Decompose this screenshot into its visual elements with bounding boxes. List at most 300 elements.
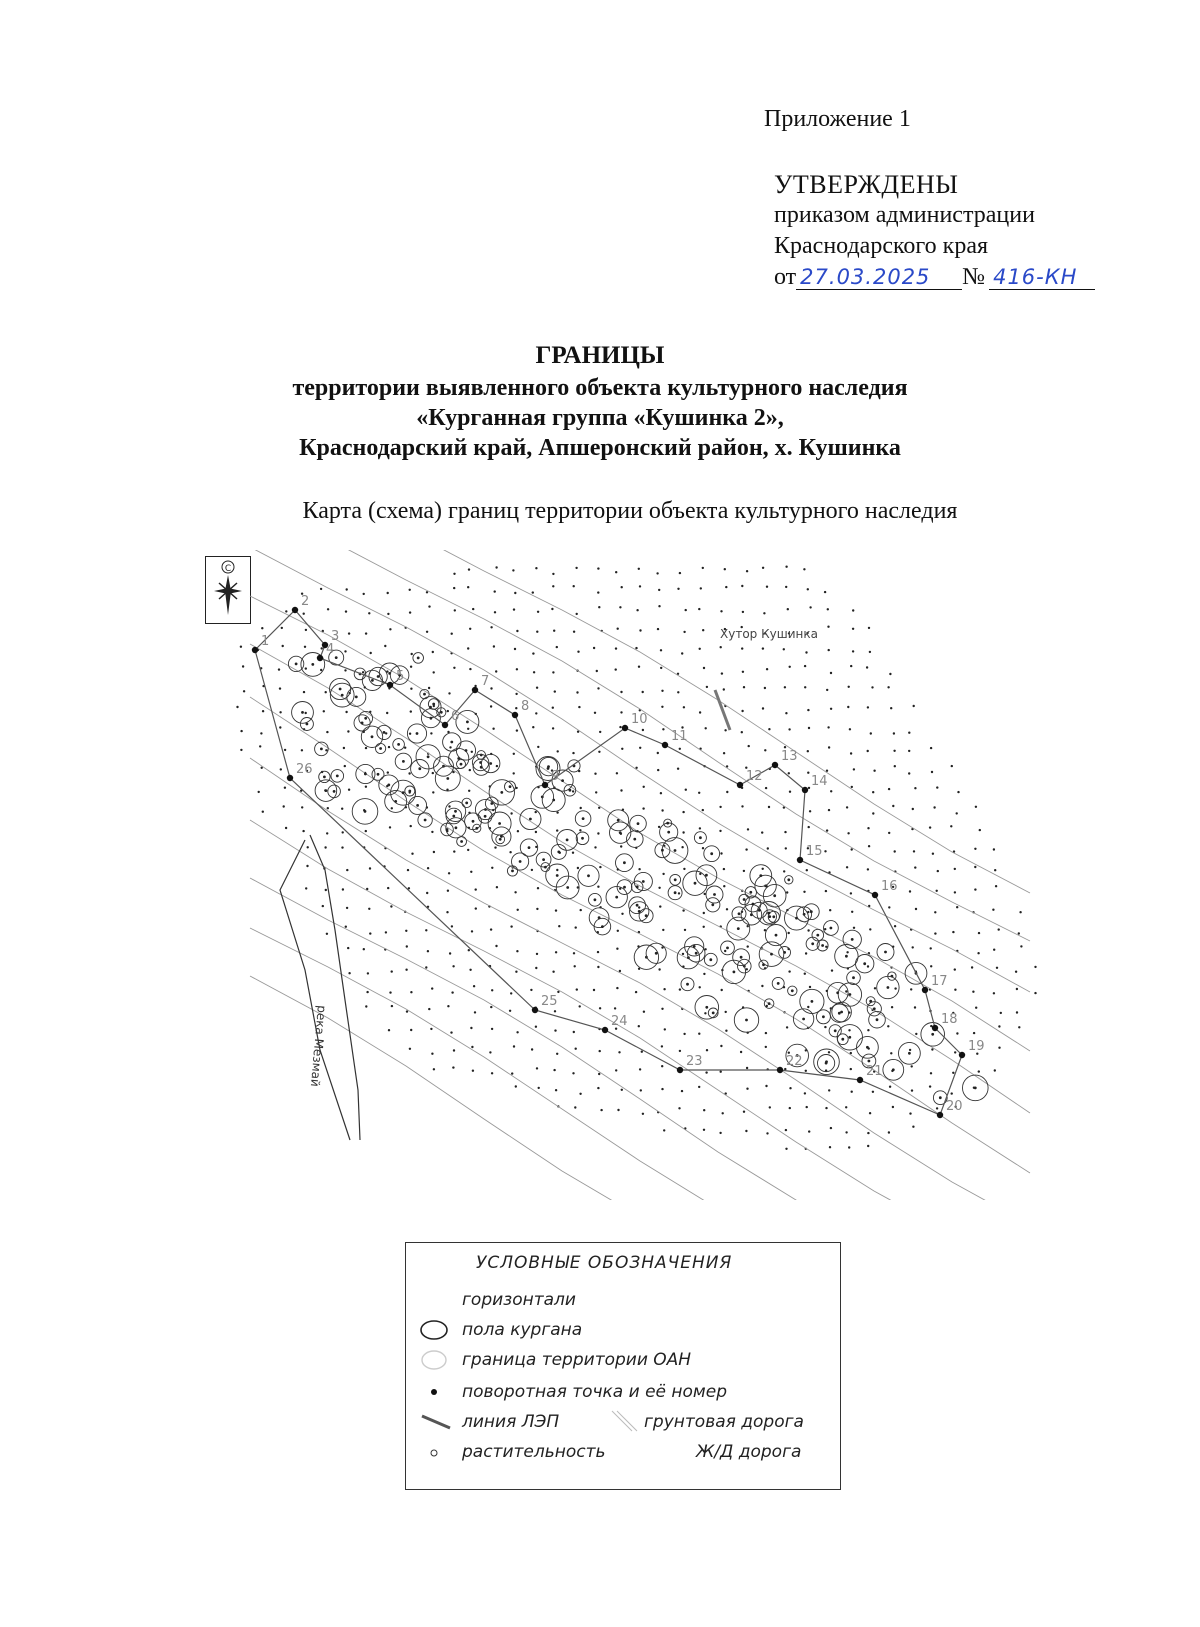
boundary-line: [255, 610, 962, 1115]
vegetation-dot: [888, 1131, 890, 1133]
vegetation-dot: [552, 707, 554, 709]
vegetation-dot: [765, 787, 767, 789]
vegetation-dot: [595, 791, 597, 793]
vegetation-dot: [473, 985, 475, 987]
vegetation-dot: [639, 629, 641, 631]
legend-label-mound: пола кургана: [462, 1320, 583, 1340]
vegetation-dot: [682, 909, 684, 911]
vegetation-dot: [765, 1046, 767, 1048]
turning-point: [662, 742, 668, 748]
mound-center: [661, 849, 664, 852]
vegetation-dot: [516, 630, 518, 632]
vegetation-dot: [808, 787, 810, 789]
mound-center: [446, 828, 449, 831]
mound-center: [825, 1062, 828, 1065]
vegetation-dot: [952, 931, 954, 933]
turning-point-number: 13: [781, 749, 798, 764]
map-caption: Карта (схема) границ территории объекта культурного наследия: [302, 498, 958, 524]
vegetation-dot: [804, 973, 806, 975]
mound-center: [821, 944, 824, 947]
vegetation-dot: [260, 732, 262, 734]
mound-center: [974, 1087, 977, 1090]
vegetation-dot: [552, 971, 554, 973]
vegetation-dot: [282, 645, 284, 647]
turning-point: [317, 655, 323, 661]
vegetation-dot: [681, 1090, 683, 1092]
turning-point-number: 6: [451, 709, 460, 724]
vegetation-dot: [677, 768, 679, 770]
oan-boundary: [255, 610, 962, 1115]
vegetation-dot: [387, 771, 389, 773]
vegetation-dot: [805, 952, 807, 954]
vegetation-dot: [766, 668, 768, 670]
vegetation-dot: [867, 965, 869, 967]
vegetation-dot: [279, 687, 281, 689]
vegetation-dot: [577, 651, 579, 653]
mound-center: [450, 741, 453, 744]
mound-center: [743, 898, 746, 901]
vegetation-dot: [762, 868, 764, 870]
vegetation-dot: [828, 649, 830, 651]
vegetation-dot: [621, 748, 623, 750]
vegetation-dot: [893, 750, 895, 752]
vegetation-dot: [599, 866, 601, 868]
vegetation-dot: [786, 891, 788, 893]
vegetation-dot: [594, 773, 596, 775]
mound-center: [432, 703, 435, 706]
vegetation-dot: [641, 1051, 643, 1053]
vegetation-dot: [768, 806, 770, 808]
vegetation-dot: [516, 668, 518, 670]
mound-center: [556, 874, 559, 877]
vegetation-dot: [449, 746, 451, 748]
vegetation-dot: [642, 1113, 644, 1115]
vegetation-dot: [847, 706, 849, 708]
vegetation-dot: [720, 852, 722, 854]
vegetation-dot: [638, 666, 640, 668]
vegetation-dot: [638, 568, 640, 570]
vegetation-dot: [285, 827, 287, 829]
vegetation-dot: [998, 928, 1000, 930]
vegetation-dot: [746, 968, 748, 970]
mound-center: [465, 749, 468, 752]
vegetation-dot: [325, 749, 327, 751]
vegetation-dot: [956, 906, 958, 908]
vegetation-dot: [467, 849, 469, 851]
vegetation-dot: [661, 1065, 663, 1067]
turning-point: [602, 1027, 608, 1033]
vegetation-dot: [786, 1026, 788, 1028]
vegetation-dot: [301, 749, 303, 751]
turning-point-number: 4: [326, 642, 335, 657]
mound-center: [323, 776, 326, 779]
mound-center: [377, 773, 380, 776]
vegetation-dot: [1020, 945, 1022, 947]
vegetation-dot: [656, 572, 658, 574]
mound-center: [845, 955, 848, 958]
vegetation-dot: [448, 872, 450, 874]
contour-line: [250, 697, 1030, 1173]
vegetation-dot: [411, 653, 413, 655]
vegetation-dot: [872, 1091, 874, 1093]
vegetation-dot: [515, 707, 517, 709]
mound-center: [489, 762, 492, 765]
mound-center: [335, 656, 338, 659]
vegetation-dot: [365, 1005, 367, 1007]
mound-center: [851, 938, 854, 941]
turning-point-number: 19: [968, 1039, 985, 1054]
vegetation-dot: [704, 1012, 706, 1014]
vegetation-dot: [933, 806, 935, 808]
vegetation-dot: [620, 845, 622, 847]
vegetation-dot: [658, 826, 660, 828]
mound-center: [561, 779, 564, 782]
mound-center: [529, 818, 532, 821]
vegetation-dot: [930, 747, 932, 749]
vegetation-dot: [467, 586, 469, 588]
vegetation-dot: [929, 826, 931, 828]
vegetation-dot: [867, 1145, 869, 1147]
vegetation-dot: [391, 970, 393, 972]
mound-center: [402, 791, 405, 794]
mound-center: [768, 915, 771, 918]
vegetation-dot: [618, 1051, 620, 1053]
vegetation-dot: [658, 589, 660, 591]
vegetation-dot: [974, 866, 976, 868]
vegetation-dot: [491, 867, 493, 869]
vegetation-dot: [722, 1112, 724, 1114]
vegetation-dot: [785, 586, 787, 588]
turning-point: [872, 892, 878, 898]
turning-point-number: 16: [881, 879, 898, 894]
vegetation-dot: [660, 649, 662, 651]
turning-point: [292, 607, 298, 613]
vegetation-dot: [640, 1089, 642, 1091]
vegetation-dot: [724, 950, 726, 952]
turning-point: [472, 687, 478, 693]
mound-center: [637, 822, 640, 825]
vegetation-dot: [490, 687, 492, 689]
turning-point-number: 3: [331, 629, 340, 644]
vegetation-dot: [538, 1087, 540, 1089]
vegetation-dot: [950, 825, 952, 827]
vegetation-dot: [979, 829, 981, 831]
vegetation-dot: [831, 969, 833, 971]
vegetation-dot: [303, 613, 305, 615]
vegetation-dot: [745, 1130, 747, 1132]
vegetation-dot: [803, 891, 805, 893]
vegetation-dot: [342, 831, 344, 833]
vegetation-dot: [1034, 992, 1036, 994]
turning-point-number: 21: [866, 1064, 883, 1079]
mound-center: [752, 903, 755, 906]
vegetation-icon: [416, 1441, 456, 1463]
vegetation-dot: [536, 631, 538, 633]
vegetation-dot: [888, 788, 890, 790]
vegetation-dot: [432, 772, 434, 774]
vegetation-dot: [492, 728, 494, 730]
vegetation-dot: [913, 850, 915, 852]
vegetation-dot: [578, 706, 580, 708]
vegetation-dot: [806, 869, 808, 871]
vegetation-dot: [513, 608, 515, 610]
mound-center: [619, 831, 622, 834]
vegetation-dot: [720, 610, 722, 612]
mound-center: [519, 860, 522, 863]
vegetation-dot: [936, 890, 938, 892]
mound-center: [460, 763, 463, 766]
vegetation-dot: [320, 669, 322, 671]
vegetation-dot: [998, 1047, 1000, 1049]
vegetation-dot: [683, 1033, 685, 1035]
vegetation-dot: [909, 1049, 911, 1051]
vegetation-dot: [535, 1026, 537, 1028]
vegetation-dot: [1016, 988, 1018, 990]
mound-center: [581, 837, 584, 840]
vegetation-dot: [469, 769, 471, 771]
vegetation-dot: [698, 608, 700, 610]
mound-center: [416, 804, 419, 807]
vegetation-dot: [344, 765, 346, 767]
power-line-icon: [416, 1411, 456, 1433]
vegetation-dot: [785, 847, 787, 849]
vegetation-dot: [469, 668, 471, 670]
mound-center: [873, 1007, 876, 1010]
mound-center: [737, 927, 740, 930]
mound-center: [387, 784, 390, 787]
vegetation-dot: [285, 610, 287, 612]
vegetation-dot: [346, 907, 348, 909]
vegetation-dot: [719, 830, 721, 832]
vegetation-dot: [993, 949, 995, 951]
mound-center: [787, 878, 790, 881]
vegetation-dot: [431, 831, 433, 833]
vegetation-dot: [284, 749, 286, 751]
vegetation-dot: [874, 987, 876, 989]
vegetation-dot: [788, 970, 790, 972]
vegetation-dot: [324, 846, 326, 848]
mound-center: [738, 912, 741, 915]
vegetation-dot: [617, 628, 619, 630]
vegetation-dot: [301, 806, 303, 808]
vegetation-dot: [535, 831, 537, 833]
vegetation-dot: [661, 809, 663, 811]
turning-point-number: 24: [611, 1014, 628, 1029]
vegetation-dot: [956, 1032, 958, 1034]
vegetation-dot: [494, 611, 496, 613]
mound-center: [455, 826, 458, 829]
vegetation-dot: [556, 811, 558, 813]
vegetation-dot: [807, 750, 809, 752]
turning-point: [252, 647, 258, 653]
vegetation-dot: [619, 726, 621, 728]
river-label: река Мезмай: [307, 1004, 329, 1088]
vegetation-dot: [572, 1072, 574, 1074]
vegetation-dot: [909, 890, 911, 892]
vegetation-dot: [426, 591, 428, 593]
vegetation-dot: [720, 646, 722, 648]
legend-row-vegetation-rail: [406, 1439, 840, 1465]
vegetation-dot: [620, 789, 622, 791]
vegetation-dot: [974, 888, 976, 890]
vegetation-dot: [741, 731, 743, 733]
vegetation-dot: [451, 925, 453, 927]
vegetation-dot: [975, 806, 977, 808]
vegetation-dot: [698, 1033, 700, 1035]
vegetation-dot: [621, 1089, 623, 1091]
vegetation-dot: [721, 989, 723, 991]
vegetation-dot: [280, 768, 282, 770]
vegetation-dot: [348, 972, 350, 974]
vegetation-dot: [783, 648, 785, 650]
mound-center: [397, 743, 400, 746]
vegetation-dot: [698, 1086, 700, 1088]
vegetation-dot: [470, 1027, 472, 1029]
mound-center: [528, 846, 531, 849]
vegetation-dot: [553, 1069, 555, 1071]
mound-center: [424, 819, 427, 822]
vegetation-dot: [891, 1006, 893, 1008]
title-line-1: территории выявленного объекта культурного наследия: [292, 375, 908, 401]
vegetation-dot: [699, 986, 701, 988]
vegetation-dot: [762, 707, 764, 709]
vegetation-dot: [575, 567, 577, 569]
contour-line: [250, 550, 1030, 941]
vegetation-dot: [826, 689, 828, 691]
vegetation-dot: [785, 1148, 787, 1150]
turning-point: [932, 1025, 938, 1031]
vegetation-dot: [491, 1072, 493, 1074]
vegetation-dot: [453, 850, 455, 852]
vegetation-dot: [556, 1053, 558, 1055]
turning-point-number: 25: [541, 994, 558, 1009]
vegetation-dot: [368, 612, 370, 614]
vegetation-dot: [574, 965, 576, 967]
vegetation-dot: [304, 646, 306, 648]
mound-center: [500, 791, 503, 794]
mound-center: [868, 1060, 871, 1063]
vegetation-dot: [284, 787, 286, 789]
vegetation-dot: [747, 945, 749, 947]
vegetation-dot: [703, 912, 705, 914]
turning-point-number: 12: [746, 769, 763, 784]
title-main: ГРАНИЦЫ: [535, 342, 665, 369]
vegetation-dot: [516, 950, 518, 952]
vegetation-dot: [914, 787, 916, 789]
mound-center: [770, 953, 773, 956]
vegetation-dot: [789, 1087, 791, 1089]
vegetation-dot: [826, 829, 828, 831]
vegetation-dot: [490, 705, 492, 707]
mound-center: [339, 688, 342, 691]
vegetation-dot: [724, 729, 726, 731]
vegetation-dot: [910, 988, 912, 990]
vegetation-dot: [677, 691, 679, 693]
turning-point: [802, 787, 808, 793]
vegetation-dot: [936, 786, 938, 788]
vegetation-dot: [809, 606, 811, 608]
vegetation-dot: [661, 1045, 663, 1047]
vegetation-dot: [511, 1072, 513, 1074]
vegetation-dot: [598, 606, 600, 608]
mound-center: [336, 775, 339, 778]
number-prefix: №: [962, 264, 986, 290]
vegetation-dot: [767, 847, 769, 849]
mound-center: [876, 1018, 879, 1021]
vegetation-dot: [531, 1048, 533, 1050]
vegetation-dot: [909, 1112, 911, 1114]
vegetation-dot: [828, 809, 830, 811]
mound-center: [638, 910, 641, 913]
vegetation-dot: [785, 566, 787, 568]
vegetation-dot: [579, 1005, 581, 1007]
vegetation-dot: [684, 929, 686, 931]
vegetation-dot: [828, 1051, 830, 1053]
vegetation-dot: [851, 786, 853, 788]
vegetation-dot: [657, 769, 659, 771]
approval-line-2: Краснодарского края: [774, 233, 989, 259]
vegetation-dot: [594, 846, 596, 848]
vegetation-dot: [620, 691, 622, 693]
vegetation-dot: [661, 1008, 663, 1010]
mound-center: [667, 831, 670, 834]
vegetation-dot: [410, 666, 412, 668]
vegetation-dot: [580, 807, 582, 809]
vegetation-dot: [409, 1048, 411, 1050]
mound-center: [364, 810, 367, 813]
vegetation-dot: [552, 585, 554, 587]
vegetation-dot: [621, 586, 623, 588]
vegetation-dot: [410, 710, 412, 712]
vegetation-dot: [663, 1129, 665, 1131]
vegetation-dot: [663, 988, 665, 990]
vegetation-dot: [615, 571, 617, 573]
vegetation-dot: [362, 671, 364, 673]
vegetation-dot: [748, 745, 750, 747]
vegetation-dot: [599, 731, 601, 733]
vegetation-dot: [323, 710, 325, 712]
vegetation-dot: [996, 967, 998, 969]
vegetation-dot: [406, 1010, 408, 1012]
vegetation-dot: [829, 1146, 831, 1148]
vegetation-dot: [804, 1092, 806, 1094]
vegetation-dot: [635, 991, 637, 993]
turning-point-number: 8: [521, 699, 530, 714]
mound-center: [711, 903, 714, 906]
turning-point: [622, 725, 628, 731]
vegetation-dot: [660, 667, 662, 669]
mound-center: [694, 882, 697, 885]
turning-point: [937, 1112, 943, 1118]
vegetation-dot: [342, 888, 344, 890]
vegetation-dot: [725, 586, 727, 588]
vegetation-dot: [490, 626, 492, 628]
vegetation-dot: [469, 969, 471, 971]
mound-center: [767, 912, 770, 915]
vegetation-dot: [509, 851, 511, 853]
vegetation-dot: [679, 1050, 681, 1052]
vegetation-dot: [348, 632, 350, 634]
mound-center: [364, 717, 367, 720]
vegetation-dot: [908, 732, 910, 734]
vegetation-dot: [889, 1086, 891, 1088]
vegetation-dot: [555, 1089, 557, 1091]
vegetation-dot: [824, 591, 826, 593]
vegetation-dot: [951, 765, 953, 767]
vegetation-dot: [726, 908, 728, 910]
vegetation-dot: [516, 1031, 518, 1033]
vegetation-dot: [535, 567, 537, 569]
